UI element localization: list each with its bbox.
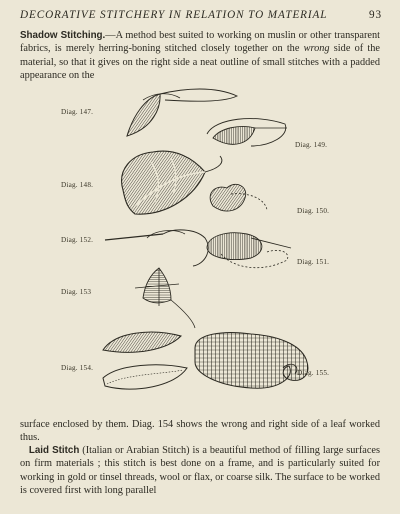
page-number: 93 bbox=[369, 9, 382, 21]
diagram-label: Diag. 148. bbox=[61, 181, 94, 189]
diagram-151-oval bbox=[207, 233, 291, 268]
diagram-label: Diag. 147. bbox=[61, 108, 94, 116]
diagram-150-heart bbox=[210, 184, 267, 211]
diagram-154-leaf-pair bbox=[103, 332, 187, 389]
stitch-diagrams-illustration bbox=[55, 88, 355, 408]
diagram-label: Diag. 153 bbox=[61, 288, 92, 296]
diagram-152-needle bbox=[105, 230, 208, 266]
paragraph-continuation bbox=[20, 418, 380, 445]
diagram-label: Diag. 152. bbox=[61, 236, 94, 244]
diagram-label: Diag. 155. bbox=[297, 369, 330, 377]
diagram-155-paisley bbox=[195, 333, 308, 389]
diagram-label: Diag. 150. bbox=[297, 207, 330, 215]
emphasis-text: wrong bbox=[303, 43, 330, 55]
diagram-label: Diag. 149. bbox=[295, 141, 328, 149]
diagram-148-leaf bbox=[122, 151, 222, 214]
diagram-149-leaf bbox=[207, 119, 287, 146]
paragraph-laid-stitch bbox=[20, 444, 380, 497]
diagram-147-leaf bbox=[127, 89, 237, 136]
chapter-title: DECORATIVE STITCHERY IN RELATION TO MATERIAL bbox=[20, 9, 328, 21]
paragraph-text: surface enclosed by them. Diag. 154 shows the wrong and right side of a leaf worked thus. bbox=[20, 419, 380, 444]
running-header bbox=[20, 9, 382, 25]
paragraph-text: side of the material, so that it gives on the right side a neat outline of small stitches with a padded appearance on the bbox=[20, 43, 380, 81]
laid-stitch-heading: Laid Stitch bbox=[28, 445, 80, 456]
paragraph-text: —A method best suited to working on muslin or other transparent fabrics, is merely herring-boning stitched closely together on the bbox=[20, 30, 380, 55]
paragraph-shadow-stitching bbox=[20, 29, 380, 82]
stitch-diagrams-figure bbox=[55, 88, 355, 408]
diagram-153-leaf bbox=[135, 268, 195, 328]
diagram-label: Diag. 154. bbox=[61, 364, 94, 372]
diagram-label: Diag. 151. bbox=[297, 258, 330, 266]
shadow-stitching-heading: Shadow Stitching. bbox=[20, 30, 106, 41]
paragraph-text: (Italian or Arabian Stitch) is a beautiful method of filling large surfaces on firm materials ; this stitch is best done on a frame, and is particularly suited for working in gold or tinsel threads, wool or flax, or coarse silk. The surface to be worked is covered first with long parallel bbox=[20, 445, 380, 496]
